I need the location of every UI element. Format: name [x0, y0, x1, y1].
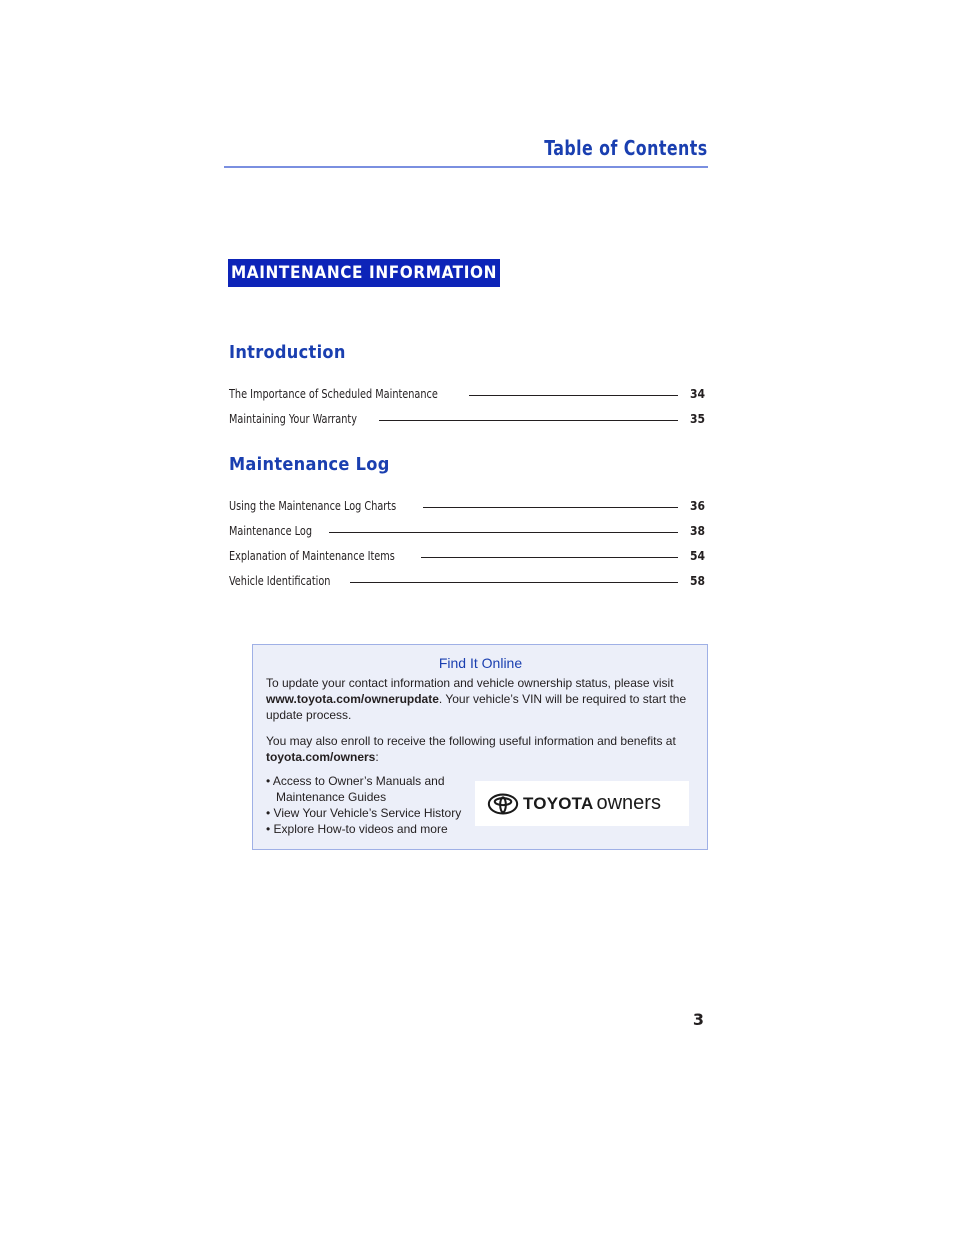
- toc-entry-page: 34: [690, 387, 706, 401]
- paragraph-text: To update your contact information and vehicle ownership status, please visit: [266, 676, 674, 690]
- owners-link[interactable]: toyota.com/owners: [266, 750, 376, 764]
- toc-entry-page: 54: [690, 549, 706, 563]
- toc-entry[interactable]: [229, 376, 704, 401]
- toc-entry-page: 58: [690, 574, 706, 588]
- page-header: [224, 136, 708, 160]
- toc-group-introduction: [229, 341, 704, 426]
- section-banner: MAINTENANCE INFORMATION: [228, 259, 500, 287]
- toc-entry[interactable]: [229, 538, 704, 563]
- enroll-paragraph: [266, 733, 695, 765]
- toc-entry[interactable]: [229, 563, 704, 588]
- ownerupdate-link[interactable]: www.toyota.com/ownerupdate: [266, 692, 439, 706]
- benefit-list: [266, 773, 481, 837]
- header-divider: [224, 166, 708, 168]
- group-heading: Maintenance Log: [229, 454, 390, 475]
- toc-entry-label: The Importance of Scheduled Maintenance: [229, 387, 438, 401]
- toc-group-maintenance-log: [229, 453, 704, 588]
- leader-line: [469, 395, 678, 396]
- leader-line: [379, 420, 678, 421]
- owners-wordmark: owners: [596, 792, 661, 814]
- toyota-owners-logo: [475, 781, 689, 826]
- paragraph-text: You may also enroll to receive the following useful information and benefits at: [266, 734, 676, 748]
- toc-entry[interactable]: [229, 401, 704, 426]
- toc-entry[interactable]: [229, 513, 704, 538]
- leader-line: [421, 557, 678, 558]
- toc-entry-label: Using the Maintenance Log Charts: [229, 499, 397, 513]
- leader-line: [350, 582, 678, 583]
- toc-entry-label: Maintaining Your Warranty: [229, 412, 357, 426]
- page-number: 3: [692, 1010, 704, 1029]
- list-item: • Access to Owner’s Manuals and Maintenance Guides: [266, 774, 445, 804]
- toc-entry-label: Explanation of Maintenance Items: [229, 549, 395, 563]
- box-title: Find It Online: [438, 655, 523, 671]
- toc-entry[interactable]: [229, 488, 704, 513]
- brand-wordmark: TOYOTA: [523, 793, 594, 813]
- leader-line: [423, 507, 678, 508]
- toc-entry-page: 36: [690, 499, 706, 513]
- page-title: Table of Contents: [544, 136, 708, 160]
- leader-line: [329, 532, 678, 533]
- toc-entry-page: 38: [690, 524, 706, 538]
- group-heading: Introduction: [229, 342, 346, 363]
- list-item: • View Your Vehicle’s Service History: [266, 806, 462, 820]
- toc-entry-label: Maintenance Log: [229, 524, 313, 538]
- paragraph-text: . Your vehicle’s VIN will be required to start the update process.: [266, 692, 687, 722]
- list-item: • Explore How-to videos and more: [266, 822, 448, 836]
- ownerupdate-paragraph: [266, 675, 695, 723]
- paragraph-text: :: [375, 750, 379, 764]
- toc-entry-page: 35: [690, 412, 706, 426]
- toyota-emblem-icon: [487, 793, 519, 815]
- toc-entry-label: Vehicle Identification: [229, 574, 331, 588]
